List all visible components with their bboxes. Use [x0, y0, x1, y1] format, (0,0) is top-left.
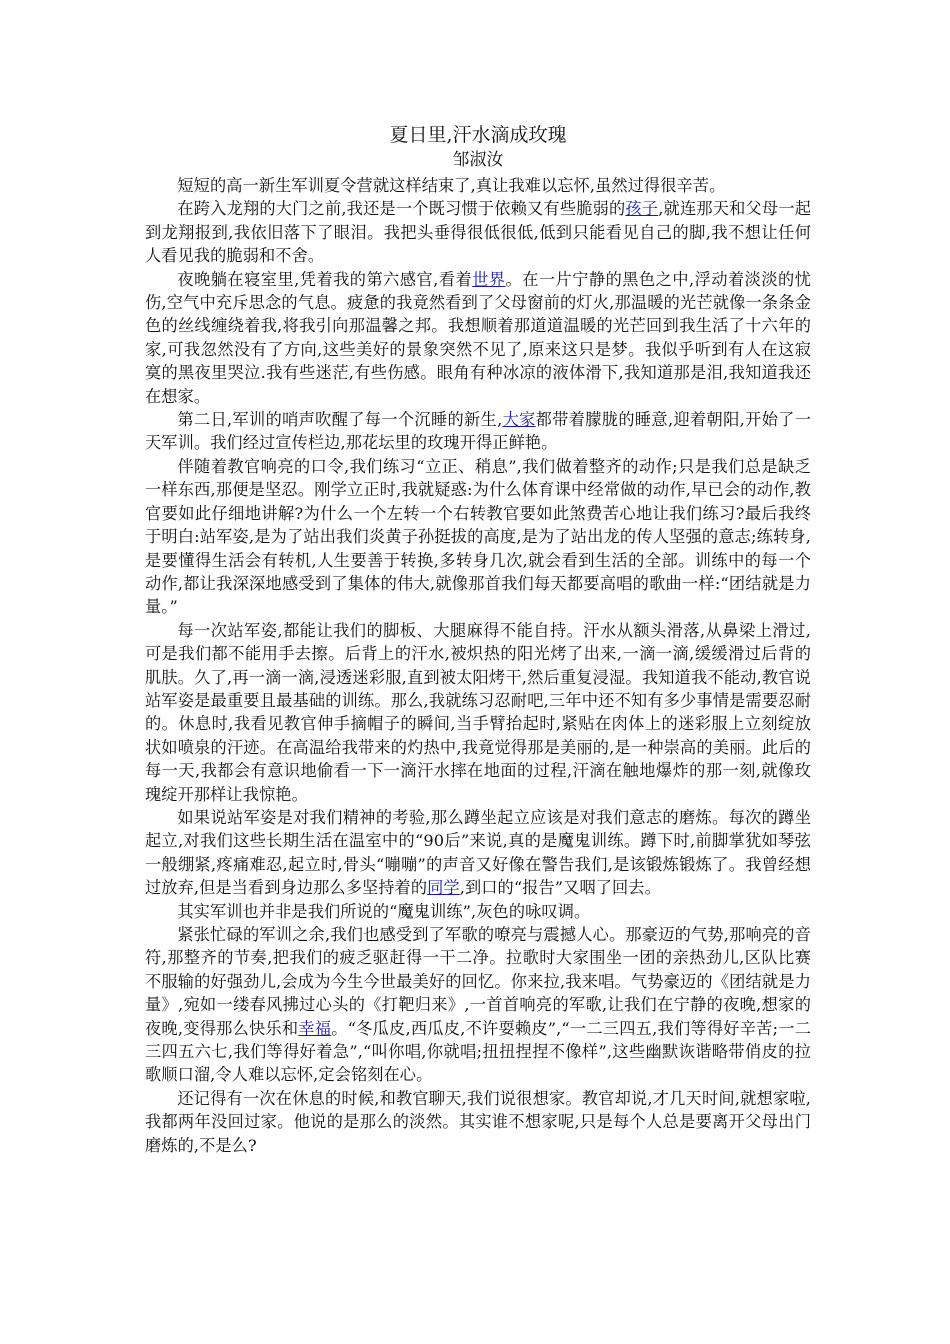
paragraph — [145, 1087, 811, 1157]
paragraph-text: 如果说站军姿是对我们精神的考验,那么蹲坐起立应该是对我们意志的磨炼。每次的蹲坐起立,对我们这些长期生活在温室中的“90后”来说,真的是魔鬼训练。蹲下时,前脚掌犹如琴弦一般绷紧,疼痛难忍,起立时,骨头“嘣嘣”的声音又好像在警告我们,是该锻炼锻炼了。我曾经想过放弃,但是当看到身边那么多坚持着的 — [145, 807, 811, 898]
paragraph — [145, 174, 811, 197]
paragraph-text: 都带着朦胧的睡意,迎着朝阳,开始了一天军训。我们经过宣传栏边,那花坛里的玫瑰开得正鲜艳。 — [145, 410, 812, 453]
document-title: 夏日里,汗水滴成玫瑰 — [389, 124, 567, 146]
inline-link[interactable]: 世界 — [472, 269, 506, 289]
paragraph-text: 还记得有一次在休息的时候,和教官聊天,我们说很想家。教官却说,才几天时间,就想家啦,我都两年没回过家。他说的是那么的淡然。其实谁不想家呢,只是每个人总是要离开父母出门磨炼的,不是么? — [145, 1088, 811, 1155]
document-page — [145, 122, 811, 1157]
paragraph — [145, 806, 811, 900]
inline-link[interactable]: 孩子 — [625, 199, 659, 219]
inline-link[interactable]: 同学 — [427, 878, 460, 898]
paragraph — [145, 197, 811, 267]
paragraph — [145, 900, 811, 923]
paragraph-text: 短短的高一新生军训夏令营就这样结束了,真让我难以忘怀,虽然过得很辛苦。 — [177, 176, 726, 195]
paragraph — [145, 408, 811, 455]
paragraph-text: 每一次站军姿,都能让我们的脚板、大腿麻得不能自持。汗水从额头滑落,从鼻梁上滑过,可是我们都不能用手去擦。后背上的汗水,被炽热的阳光烤了出来,一滴一滴,缓缓滑过后背的肌肤。久了,再一滴一滴,浸透迷彩服,直到被太阳烤干,然后重复浸湿。我知道我不能动,教官说站军姿是最重要且最基础的训练。那么,我就练习忍耐吧,三年中还不知有多少事情是需要忍耐的。休息时,我看见教官伸手摘帽子的瞬间,当手臂抬起时,紧贴在肉体上的迷彩服上立刻绽放状如喷泉的汗迹。在高温给我带来的灼热中,我竟觉得那是美丽的,是一种崇高的美丽。此后的每一天,我都会有意识地偷看一下一滴汗水摔在地面的过程,汗滴在触地爆炸的那一刻,就像玫瑰绽开那样让我惊艳。 — [145, 620, 811, 804]
paragraph — [145, 455, 811, 619]
paragraph-text: 。在一片宁静的黑色之中,浮动着淡淡的忧伤,空气中充斥思念的气息。疲惫的我竟然看到了父母窗前的灯火,那温暖的光芒就像一条条金色的丝线缠绕着我,将我引向那温馨之邦。我想顺着那道道温暖的光芒回到我生活了十六年的家,可我忽然没有了方向,这些美好的景象突然不见了,原来这只是梦。我似乎听到有人在这寂寞的黑夜里哭泣.我有些迷茫,有些伤感。眼角有种冰凉的液体滑下,我知道那是泪,我知道我还在想家。 — [145, 269, 811, 406]
paragraph — [145, 268, 811, 408]
paragraph-text: 第二日,军训的哨声吹醒了每一个沉睡的新生, — [177, 410, 503, 430]
paragraph — [145, 619, 811, 806]
paragraph-text: 。“冬瓜皮,西瓜皮,不许耍赖皮”,“一二三四五,我们等得好辛苦;一二三四五六七,我们等得好着急”,“叫你唱,你就唱;扭扭捏捏不像样”,这些幽默诙谐略带俏皮的拉歌顺口溜,令人难以忘怀,定会铭刻在心。 — [145, 1018, 811, 1085]
paragraph — [145, 923, 811, 1087]
paragraph-text: ,到口的“报告”又咽了回去。 — [459, 878, 661, 898]
paragraph-text: 紧张忙碌的军训之余,我们也感受到了军歌的嘹亮与震撼人心。那豪迈的气势,那响亮的音符,那整齐的节奏,把我们的疲乏驱赶得一干二净。拉歌时大家围坐一团的亲热劲儿,区队比赛不服输的好强劲儿,会成为今生今世最美好的回忆。你来拉,我来唱。气势豪迈的《团结就是力量》,宛如一缕春风拂过心头的《打靶归来》,一首首响亮的军歌,让我们在宁静的夜晚,想家的夜晚,变得那么快乐和 — [145, 925, 811, 1038]
paragraph-text: ,就连那天和父母一起到龙翔报到,我依旧落下了眼泪。我把头垂得很低很低,低到只能看见自己的脚,我不想让任何人看见我的脆弱和不舍。 — [145, 199, 811, 266]
paragraph-text: 伴随着教官响亮的口令,我们练习“立正、稍息”,我们做着整齐的动作;只是我们总是缺乏一样东西,那便是坚忍。刚学立正时,我就疑惑:为什么体育课中经常做的动作,早已会的动作,教官要如此仔细地讲解?为什么一个左转一个右转教官要如此煞费苦心地让我们练习?最后我终于明白:站军姿,是为了站出我们炎黄子孙挺拔的高度,是为了站出龙的传人坚强的意志;练转身,是要懂得生活会有转机,人生要善于转换,多转身几次,就会看到生活的全部。训练中的每一个动作,都让我深深地感受到了集体的伟大,就像那首我们每天都要高唱的歌曲一样:“团结就是力量。” — [145, 456, 811, 617]
inline-link[interactable]: 幸福 — [298, 1018, 332, 1038]
paragraph-text: 夜晚躺在寝室里,凭着我的第六感官,看着 — [177, 269, 473, 289]
document-author: 邹淑汝 — [452, 150, 504, 170]
paragraph-text: 在跨入龙翔的大门之前,我还是一个既习惯于依赖又有些脆弱的 — [177, 199, 626, 219]
inline-link[interactable]: 大家 — [502, 410, 536, 430]
document-body — [145, 174, 811, 1157]
paragraph-text: 其实军训也并非是我们所说的“魔鬼训练”,灰色的咏叹调。 — [177, 901, 591, 921]
